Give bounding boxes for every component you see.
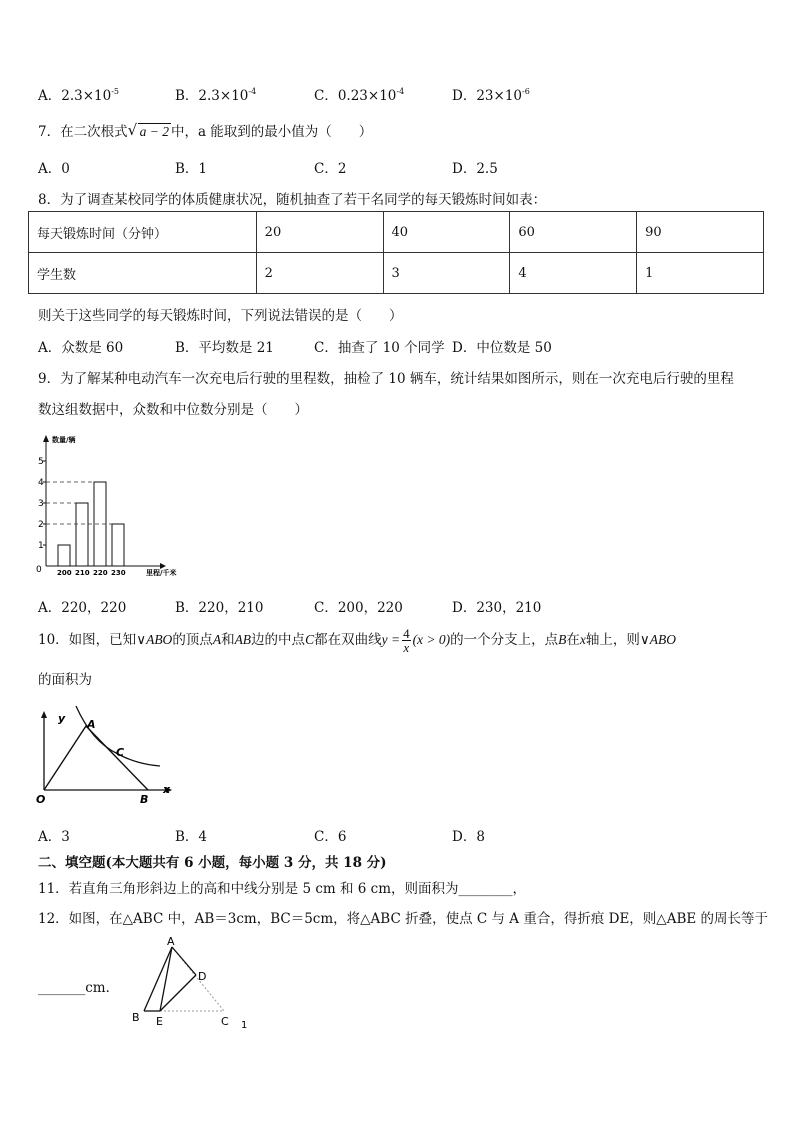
q7-option-c: C．2	[314, 161, 347, 177]
label-a: A	[167, 935, 175, 948]
q8-question: 则关于这些同学的每天锻炼时间，下列说法错误的是（ ）	[38, 308, 403, 324]
q12-stem: 12．如图，在△ABC 中，AB＝3cm，BC＝5cm，将△ABC 折叠，使点 C 与 A 重合，得折痕 DE，则△ABE 的周长等于	[38, 911, 769, 927]
table-row	[29, 212, 764, 253]
table-cell: 60	[510, 212, 637, 253]
q10-option-d: D．8	[452, 829, 485, 845]
table-cell: 40	[383, 212, 510, 253]
fraction: $\frac{4}{x}$	[403, 626, 410, 655]
q6-option-d: D．$23\times 10^{-6}$	[452, 87, 530, 104]
q8-option-a: A．众数是 60	[38, 340, 124, 356]
q8-table	[28, 211, 764, 294]
chart-y-tick-label: 5	[38, 457, 44, 467]
q9-stem-line1: 9．为了解某种电动汽车一次充电后行驶的里程数，抽检了 10 辆车，统计结果如图所示，则在一次充电后行驶的里程	[38, 371, 734, 387]
table-cell: 1	[637, 253, 764, 294]
figure-mark: 1	[241, 1020, 248, 1031]
q9-option-c: C．200，220	[314, 600, 403, 616]
table-cell: 每天锻炼时间（分钟）	[29, 212, 257, 253]
q11-stem: 11．若直角三角形斜边上的高和中线分别是 5 cm 和 6 cm，则面积为________，	[38, 881, 527, 897]
chart-y-tick-label: 2	[38, 520, 44, 530]
label-e: E	[156, 1015, 163, 1028]
q7-option-b: B．1	[175, 161, 208, 177]
q8-option-b: B．平均数是 21	[175, 340, 274, 356]
table-cell: 4	[510, 253, 637, 294]
label-c: C	[116, 746, 125, 759]
chart-bar	[112, 524, 124, 566]
table-row	[29, 253, 764, 294]
label-y: y	[58, 712, 66, 725]
label-b: B	[132, 1011, 140, 1024]
q10-option-b: B．4	[175, 829, 208, 845]
q12-answer-blank: _______cm．	[38, 980, 120, 996]
q7-option-d: D．2.5	[452, 161, 498, 177]
label-a: A	[87, 718, 96, 731]
chart-bar	[76, 503, 88, 566]
table-cell: 学生数	[29, 253, 257, 294]
table-cell: 90	[637, 212, 764, 253]
chart-y-label: 数量/辆	[52, 436, 76, 444]
chart-y-tick-label: 3	[38, 499, 44, 509]
q10-stem-line1: 10．如图，已知∨ABO的顶点A和AB边的中点C都在双曲线y = $\frac{4}{x}$ (x > 0)的一个分支上，点B在x轴上，则∨ABO	[38, 626, 677, 655]
q8-stem: 8．为了调查某校同学的体质健康状况，随机抽查了若干名同学的每天锻炼时间如表：	[38, 192, 547, 208]
triangle-abo	[44, 726, 148, 790]
chart-y-arrow-icon	[43, 435, 49, 442]
q9-option-d: D．230，210	[452, 600, 542, 616]
chart-x-tick-label: 220	[93, 569, 108, 577]
q7-stem: 7．在二次根式 √ a − 2 中，a 能取到的最小值为（ ）	[38, 121, 373, 140]
segment-ad	[172, 947, 196, 975]
q7-option-a: A．0	[38, 161, 70, 177]
chart-x-tick-label: 230	[111, 569, 126, 577]
q10-option-a: A．3	[38, 829, 70, 845]
table-cell: 2	[256, 253, 383, 294]
q6-option-b: B．$2.3\times 10^{-4}$	[175, 87, 257, 104]
chart-y-tick-label: 1	[38, 541, 44, 551]
q9-bar-chart	[30, 428, 200, 584]
chart-bar	[58, 545, 70, 566]
q9-option-b: B．220，210	[175, 600, 264, 616]
q6-option-c: C．$0.23\times 10^{-4}$	[314, 87, 405, 104]
q8-option-c: C．抽查了 10 个同学	[314, 340, 445, 356]
label-d: D	[198, 970, 207, 983]
q10-stem-line2: 的面积为	[38, 672, 92, 688]
chart-origin-label: 0	[36, 565, 42, 575]
section-title: 二、填空题(本大题共有 6 小题，每小题 3 分，共 18 分)	[38, 855, 387, 871]
q9-option-a: A．220，220	[38, 600, 127, 616]
chart-x-tick-label: 200	[57, 569, 72, 577]
q9-stem-line2: 数这组数据中，众数和中位数分别是（ ）	[38, 402, 308, 418]
sqrt-expression: √ a − 2	[127, 121, 169, 139]
label-c: C	[221, 1015, 229, 1028]
table-cell: 20	[256, 212, 383, 253]
label-o: O	[36, 793, 46, 806]
table-cell: 3	[383, 253, 510, 294]
label-b: B	[140, 793, 149, 806]
q8-option-d: D．中位数是 50	[452, 340, 552, 356]
label-x: x	[163, 783, 171, 796]
chart-y-tick-label: 4	[38, 478, 44, 488]
chart-x-tick-label: 210	[75, 569, 90, 577]
segment-ab	[144, 947, 172, 1011]
q10-option-c: C．6	[314, 829, 347, 845]
y-arrow-icon	[41, 711, 47, 718]
q12-figure	[124, 933, 254, 1033]
q10-figure	[36, 702, 176, 808]
q6-option-a: A．$2.3\times 10^{-5}$	[38, 87, 120, 104]
chart-x-label: 里程/千米	[146, 569, 177, 577]
